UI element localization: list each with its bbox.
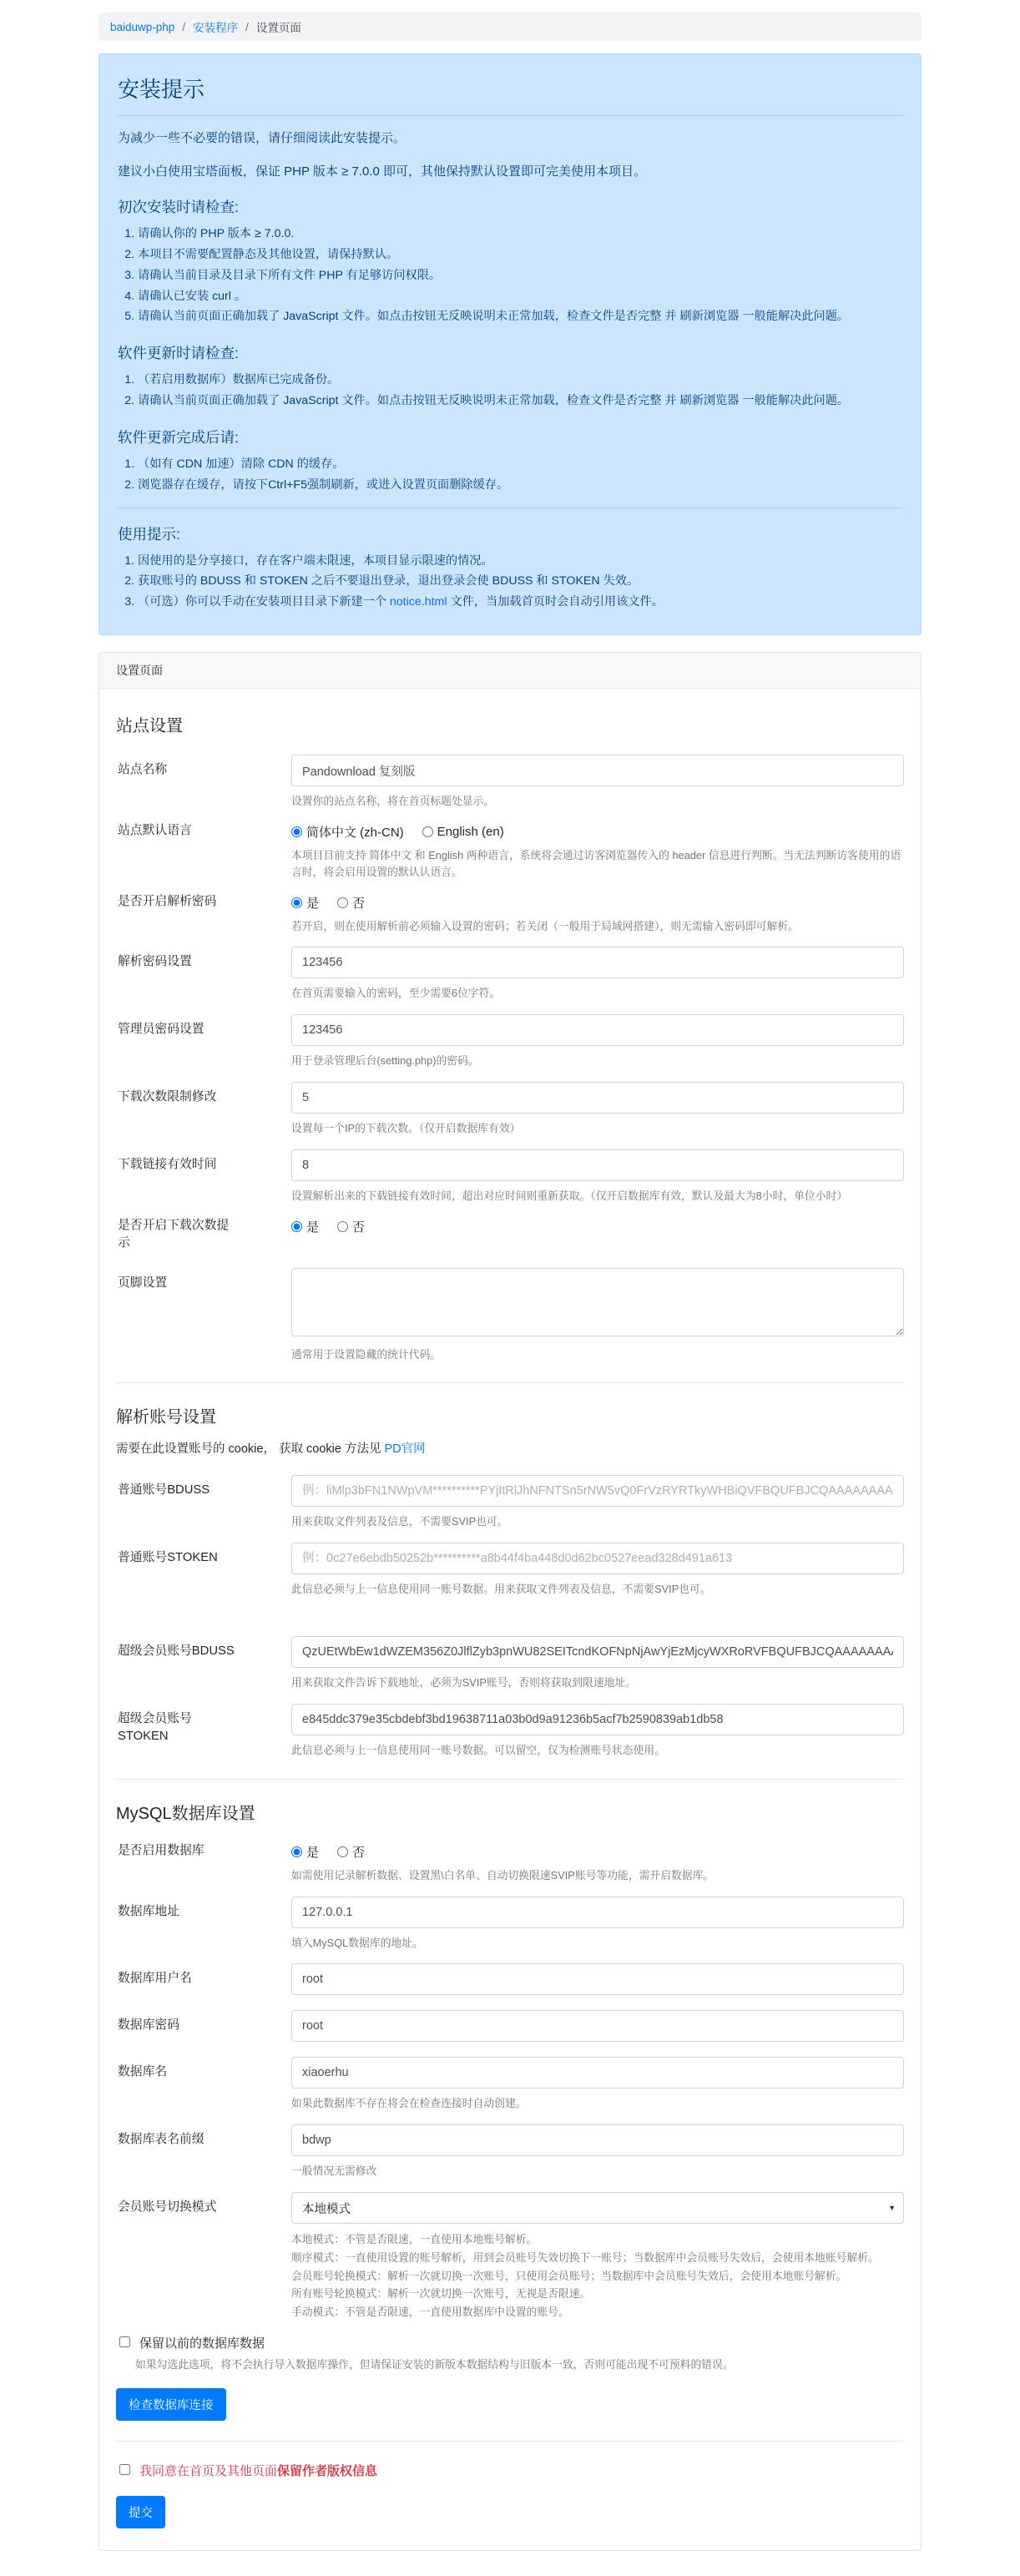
admin-password-input[interactable] <box>291 1014 904 1046</box>
field-link-valid-time <box>116 1149 904 1205</box>
settings-form <box>99 689 921 2550</box>
radio-label: 是 <box>306 896 320 911</box>
language-en-radio[interactable] <box>422 825 504 839</box>
settings-card <box>98 652 922 2551</box>
list-item: 1. （若启用数据库）数据库已完成备份。 <box>138 370 902 391</box>
db-enable-yes-radio[interactable] <box>291 1843 319 1861</box>
alert-title: 安装提示 <box>118 77 205 102</box>
list-item: 5. 请确认当前页面正确加载了 JavaScript 文件。如点击按钮无反映说明未正常加载，检查文件是否完整 并 刷新浏览器 一般能解决此问题。 <box>138 306 902 327</box>
list-item: 3. 请确认当前目录及目录下所有文件 PHP 有足够访问权限。 <box>138 265 902 286</box>
field-label: 数据库密码 <box>118 2018 179 2033</box>
field-help: 用于登录管理后台(setting.php)的密码。 <box>291 1054 479 1068</box>
field-parse-password-enable <box>116 893 904 935</box>
field-site-name <box>116 755 904 810</box>
card-header: 设置页面 <box>99 653 921 689</box>
download-tip-yes-radio[interactable] <box>291 1218 319 1235</box>
section-title-account: 解析账号设置 <box>116 1408 216 1427</box>
section-title-mysql: MySQL数据库设置 <box>116 1804 255 1823</box>
radio-label: 简体中文 (zh-CN) <box>306 825 404 840</box>
bduss-input[interactable] <box>291 1475 904 1507</box>
radio-label: English (en) <box>437 824 504 839</box>
field-help: 填入MySQL数据库的地址。 <box>291 1936 423 1949</box>
db-host-input[interactable] <box>291 1897 904 1928</box>
stoken-input[interactable] <box>291 1543 904 1574</box>
svip-stoken-input[interactable] <box>291 1704 904 1735</box>
field-help: 用来获取文件告诉下载地址，必须为SVIP账号，否则将获取到限速地址。 <box>291 1676 637 1690</box>
radio-label: 否 <box>352 896 366 911</box>
field-help: 如果此数据库不存在将会在检查连接时自动创建。 <box>291 2097 527 2110</box>
field-help: 本项目目前支持 简体中文 和 English 两种语言，系统将会通过访客浏览器传入的 header 信息进行判断。当无法判断访客使用的语言时，将会启用设置的默认认语言。 <box>291 848 901 878</box>
help-line: 所有账号轮换模式：解析一次就切换一次账号，无视是否限速。 <box>291 2287 591 2301</box>
field-label: 下载链接有效时间 <box>118 1157 217 1171</box>
db-prefix-input[interactable] <box>291 2124 904 2156</box>
field-svip-bduss <box>116 1636 904 1691</box>
update-check-list <box>118 370 902 412</box>
radio-label: 否 <box>352 1845 366 1860</box>
field-admin-password <box>116 1014 904 1069</box>
field-help: 此信息必须与上一信息使用同一账号数据。用来获取文件列表及信息，不需要SVIP也可。 <box>291 1583 711 1596</box>
switch-mode-help <box>291 2230 904 2321</box>
field-label: 站点名称 <box>118 763 168 777</box>
keep-db-data-row <box>116 2334 904 2351</box>
radio-label: 否 <box>352 1220 366 1235</box>
footer-textarea[interactable] <box>291 1268 904 1336</box>
breadcrumb-separator: / <box>245 20 249 33</box>
list-item: 1. 请确认你的 PHP 版本 ≥ 7.0.0. <box>138 224 902 245</box>
field-help: 一般情况无需修改 <box>291 2164 377 2178</box>
download-limit-input[interactable] <box>291 1082 904 1114</box>
update-done-heading: 软件更新完成后请: <box>118 428 239 446</box>
alert-intro-1: 为减少一些不必要的错误，请仔细阅读此安装提示。 <box>118 131 406 145</box>
list-item: 2. 请确认当前页面正确加载了 JavaScript 文件。如点击按钮无反映说明未正常加载，检查文件是否完整 并 刷新浏览器 一般能解决此问题。 <box>138 391 902 412</box>
list-item: 4. 请确认已安装 curl 。 <box>138 286 902 307</box>
field-label: 数据库表名前缀 <box>118 2133 205 2147</box>
link-valid-time-input[interactable] <box>291 1149 904 1181</box>
field-download-limit <box>116 1082 904 1137</box>
field-label: 是否开启解析密码 <box>118 894 217 908</box>
usage-heading: 使用提示: <box>118 525 180 543</box>
list-item: 2. 本项目不需要配置静态及其他设置，请保持默认。 <box>138 245 902 265</box>
field-stoken <box>116 1543 904 1598</box>
field-help: 设置你的站点名称，将在首页标题处显示。 <box>291 795 495 808</box>
keep-db-data-help: 如果勾选此选项，将不会执行导入数据库操作，但请保证安装的新版本数据结构与旧版本一致，否则可能出现不可预料的错误。 <box>135 2357 734 2371</box>
field-label: 下载次数限制修改 <box>118 1090 217 1104</box>
breadcrumb-link-project[interactable]: baiduwp-php <box>110 20 175 33</box>
radio-label: 是 <box>306 1845 320 1860</box>
usage-list <box>118 551 902 614</box>
field-label: 数据库地址 <box>118 1904 179 1918</box>
field-db-password <box>116 2010 904 2042</box>
account-intro <box>116 1439 904 1457</box>
field-label: 普通账号STOKEN <box>118 1551 218 1565</box>
breadcrumb-link-installer[interactable]: 安装程序 <box>193 22 239 34</box>
parse-password-input[interactable] <box>291 947 904 978</box>
submit-button[interactable]: 提交 <box>116 2496 165 2528</box>
field-db-prefix <box>116 2124 904 2179</box>
selected-option: 本地模式 <box>302 2203 351 2217</box>
field-svip-stoken <box>116 1704 904 1759</box>
db-enable-no-radio[interactable] <box>337 1843 365 1861</box>
field-help: 设置每一个IP的下载次数。（仅开启数据库有效） <box>291 1122 521 1135</box>
field-help: 用来获取文件列表及信息，不需要SVIP也可。 <box>291 1515 508 1528</box>
field-label: 是否启用数据库 <box>118 1843 205 1857</box>
divider <box>116 1382 904 1383</box>
parse-password-yes-radio[interactable] <box>291 894 319 912</box>
field-parse-password <box>116 947 904 1002</box>
field-switch-mode <box>116 2192 904 2321</box>
db-name-input[interactable] <box>291 2057 904 2089</box>
field-label: 管理员密码设置 <box>118 1023 205 1037</box>
first-install-list <box>118 224 902 327</box>
section-title-site: 站点设置 <box>116 717 183 736</box>
breadcrumb <box>98 13 922 41</box>
install-notice-panel <box>98 53 922 635</box>
radio-label: 是 <box>306 1220 320 1235</box>
help-line: 手动模式：不管是否限速，一直使用数据库中设置的账号。 <box>291 2306 569 2319</box>
pd-website-link[interactable]: PD官网 <box>384 1442 426 1457</box>
language-zh-radio[interactable] <box>291 823 404 841</box>
list-item: 1. 因使用的是分享接口，存在客户端未限速，本项目显示限速的情况。 <box>138 551 902 572</box>
parse-password-no-radio[interactable] <box>337 894 365 912</box>
field-help: 在首页需要输入的密码，至少需要6位字符。 <box>291 987 501 1000</box>
member-switch-mode-select[interactable] <box>291 2192 904 2224</box>
update-check-heading: 软件更新时请检查: <box>118 345 239 362</box>
field-help: 如需使用记录解析数据、设置黑\白名单、自动切换限速SVIP账号等功能，需开启数据库。 <box>291 1868 715 1881</box>
list-item: 2. 浏览器存在缓存，请按下Ctrl+F5强制刷新，或进入设置页面删除缓存。 <box>138 475 902 496</box>
field-label: 数据库名 <box>118 2065 168 2079</box>
divider <box>116 2441 904 2442</box>
field-help: 此信息必须与上一信息使用同一账号数据。可以留空，仅为检测账号状态使用。 <box>291 1743 665 1756</box>
chevron-down-icon: ▼ <box>888 2204 896 2213</box>
keep-db-data-checkbox[interactable] <box>119 2336 130 2347</box>
field-help: 通常用于设置隐藏的统计代码。 <box>291 1347 442 1361</box>
field-db-name <box>116 2057 904 2112</box>
db-password-input[interactable] <box>291 2010 904 2042</box>
checkbox-label: 保留以前的数据库数据 <box>139 2336 265 2351</box>
field-db-enable <box>116 1842 904 1884</box>
list-item <box>138 592 902 613</box>
field-label: 超级会员账号STOKEN <box>118 1711 192 1744</box>
field-help: 设置解析出来的下载链接有效时间，超出对应时间则重新获取。（仅开启数据库有效，默认及最大为8小时，单位小时） <box>291 1189 848 1202</box>
field-label: 解析密码设置 <box>118 955 192 969</box>
account-intro-text: 需要在此设置账号的 cookie， 获取 cookie 方法见 <box>116 1442 385 1457</box>
agree-text-bold: 保留作者版权信息 <box>277 2463 378 2478</box>
field-db-host <box>116 1897 904 1952</box>
usage-item3-post: 文件，当加载首页时会自动引用该文件。 <box>447 595 664 609</box>
first-install-heading: 初次安装时请检查: <box>118 199 239 215</box>
list-item: 1. （如有 CDN 加速）清除 CDN 的缓存。 <box>138 454 902 475</box>
agree-copyright-row <box>116 2462 904 2479</box>
site-name-input[interactable] <box>291 755 904 786</box>
field-label: 是否开启下载次数提示 <box>118 1218 230 1250</box>
download-tip-no-radio[interactable] <box>337 1218 365 1235</box>
field-db-user <box>116 1963 904 1995</box>
help-line: 本地模式：不管是否限速，一直使用本地账号解析。 <box>291 2233 538 2246</box>
check-db-button[interactable]: 检查数据库连接 <box>116 2388 226 2421</box>
help-line: 会员账号轮换模式：解析一次就切换一次账号，只使用会员账号；当数据库中会员账号失效后，会使用本地账号解析。 <box>291 2269 847 2282</box>
divider <box>116 1779 904 1780</box>
field-label: 页脚设置 <box>118 1275 168 1290</box>
divider <box>118 115 902 116</box>
help-line: 顺序模式：一直使用设置的账号解析，用到会员账号失效切换下一账号；当数据库中会员账号失效后，会使用本地账号解析。 <box>291 2250 879 2264</box>
breadcrumb-current: 设置页面 <box>255 22 301 34</box>
field-footer <box>116 1268 904 1363</box>
alert-intro-2: 建议小白使用宝塔面板，保证 PHP 版本 ≥ 7.0.0 即可，其他保持默认设置即可完美使用本项目。 <box>118 164 647 179</box>
page-container <box>98 0 922 2576</box>
agree-copyright-checkbox[interactable] <box>119 2464 130 2475</box>
db-user-input[interactable] <box>291 1963 904 1995</box>
svip-bduss-input[interactable] <box>291 1636 904 1668</box>
field-label: 站点默认语言 <box>118 823 192 837</box>
breadcrumb-separator: / <box>182 20 186 33</box>
field-download-tip <box>116 1217 904 1253</box>
update-done-list <box>118 454 902 496</box>
field-label: 会员账号切换模式 <box>118 2200 217 2215</box>
field-bduss <box>116 1475 904 1530</box>
agree-text-normal: 我同意在首页及其他页面 <box>139 2463 278 2478</box>
field-label: 超级会员账号BDUSS <box>118 1644 235 1659</box>
field-help: 若开启，则在使用解析前必须输入设置的密码；若关闭（一般用于局域网搭建），则无需输入密码即可解析。 <box>291 919 799 932</box>
field-language <box>116 822 904 881</box>
agree-copyright-text <box>139 2462 377 2479</box>
usage-item3-pre: （可选）你可以手动在安装项目目录下新建一个 <box>138 595 390 609</box>
field-label: 普通账号BDUSS <box>118 1483 210 1498</box>
notice-html-link[interactable]: notice.html <box>389 595 447 609</box>
field-label: 数据库用户名 <box>118 1972 192 1986</box>
list-item: 2. 获取账号的 BDUSS 和 STOKEN 之后不要退出登录，退出登录会使 BDUSS 和 STOKEN 失效。 <box>138 571 902 592</box>
